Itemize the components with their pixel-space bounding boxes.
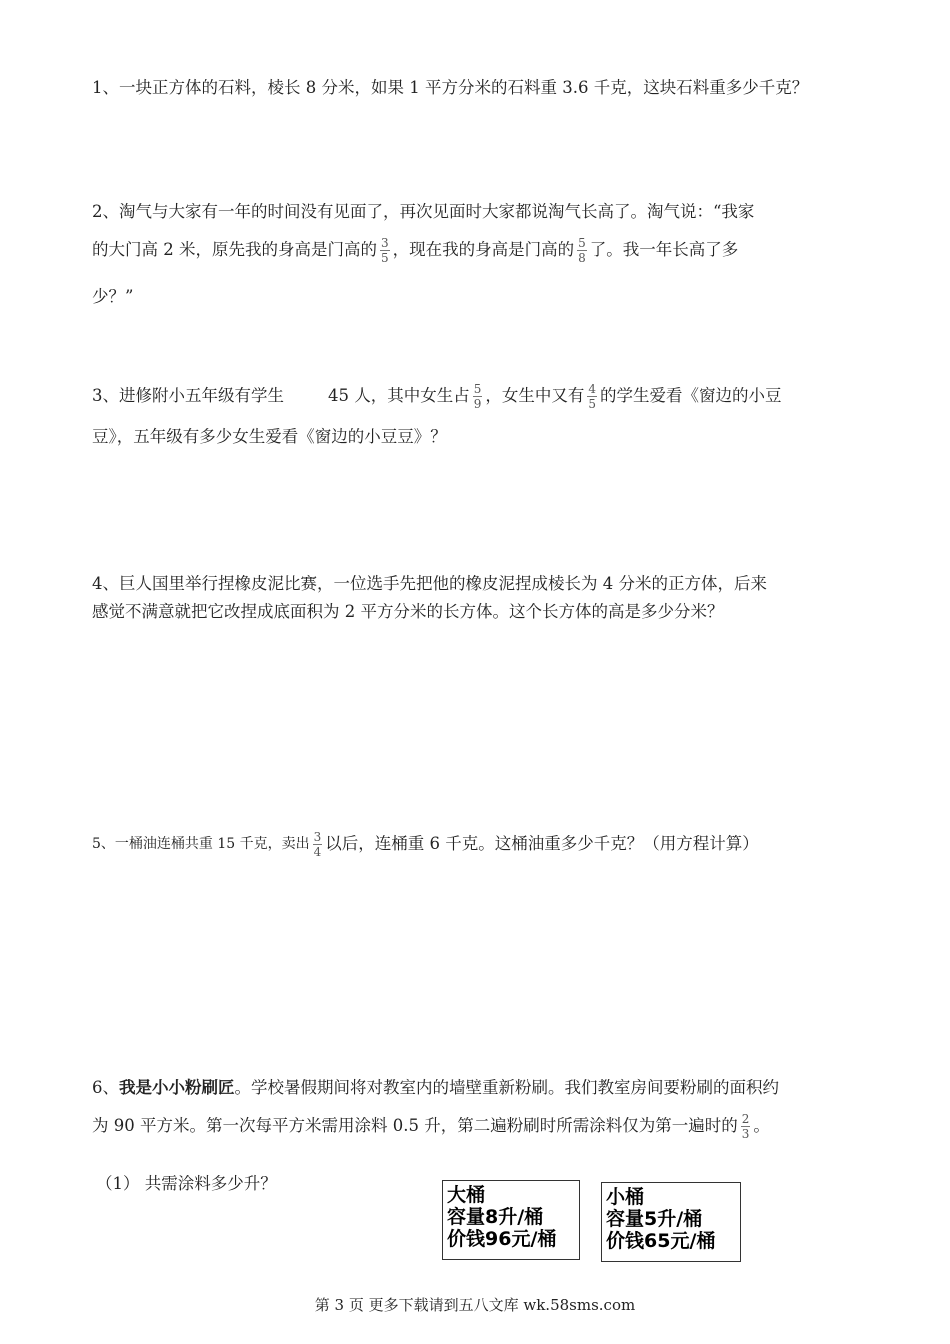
small-bucket-card (601, 1182, 741, 1262)
big-bucket-capacity: 容量8升/桶 (447, 1206, 544, 1228)
fraction: $\frac{3}{4}$ (313, 829, 322, 859)
question-4-line-2: 感觉不满意就把它改捏成底面积为 2 平方分米的长方体。这个长方体的高是多少分米？ (92, 602, 724, 621)
big-bucket-card (442, 1180, 580, 1260)
question-3-line-1: 3、进修附小五年级有学生 45 人，其中女生占 $\frac{5}{9}$ ，女生中又有 $\frac{4}{5}$ 的学生爱看《窗边的小豆 (92, 381, 782, 411)
section-title: 我是小小粉刷匠 (119, 1078, 235, 1097)
small-bucket-name: 小桶 (606, 1186, 645, 1208)
fraction: $\frac{5}{9}$ (473, 381, 482, 411)
big-bucket-price: 价钱96元/桶 (447, 1228, 557, 1250)
question-2-line-3: 少？” (92, 287, 134, 306)
small-bucket-price: 价钱65元/桶 (606, 1230, 716, 1252)
small-bucket-capacity: 容量5升/桶 (606, 1208, 703, 1230)
big-bucket-name: 大桶 (447, 1184, 486, 1206)
fraction: $\frac{4}{5}$ (588, 381, 597, 411)
question-6-line-1: 6、我是小小粉刷匠。学校暑假期间将对教室内的墙壁重新粉刷。我们教室房间要粉刷的面积约 (92, 1078, 779, 1097)
question-6-line-2: 为 90 平方米。第一次每平方米需用涂料 0.5 升，第二遍粉刷时所需涂料仅为第一遍时的 $\frac{2}{3}$ 。 (92, 1111, 770, 1141)
question-2-line-2: 的大门高 2 米，原先我的身高是门高的 $\frac{3}{5}$ ，现在我的身高是门高的 $\frac{5}{8}$ 了。我一年长高了多 (92, 235, 739, 265)
question-3-line-2: 豆》，五年级有多少女生爱看《窗边的小豆豆》？ (92, 427, 447, 446)
question-1: 1、一块正方体的石料，棱长 8 分米，如果 1 平方分米的石料重 3.6 千克，这块石料重多少千克？ (92, 78, 809, 97)
fraction: $\frac{3}{5}$ (381, 235, 389, 265)
fraction: $\frac{2}{3}$ (741, 1111, 750, 1141)
page-footer: 第 3 页 更多下载请到五八文库 wk.58sms.com (314, 1296, 636, 1314)
question-5: 5、一桶油连桶共重 15 千克，卖出 $\frac{3}{4}$ 以后，连桶重 6 千克。这桶油重多少千克？（用方程计算） (92, 829, 759, 859)
question-6-sub-1: （1） 共需涂料多少升？ (96, 1174, 277, 1193)
question-2-line-1: 2、淘气与大家有一年的时间没有见面了，再次见面时大家都说淘气长高了。淘气说：“我家 (92, 202, 755, 221)
question-4-line-1: 4、巨人国里举行捏橡皮泥比赛，一位选手先把他的橡皮泥捏成棱长为 4 分米的正方体，后来 (92, 574, 767, 593)
fraction: $\frac{5}{8}$ (578, 235, 586, 265)
